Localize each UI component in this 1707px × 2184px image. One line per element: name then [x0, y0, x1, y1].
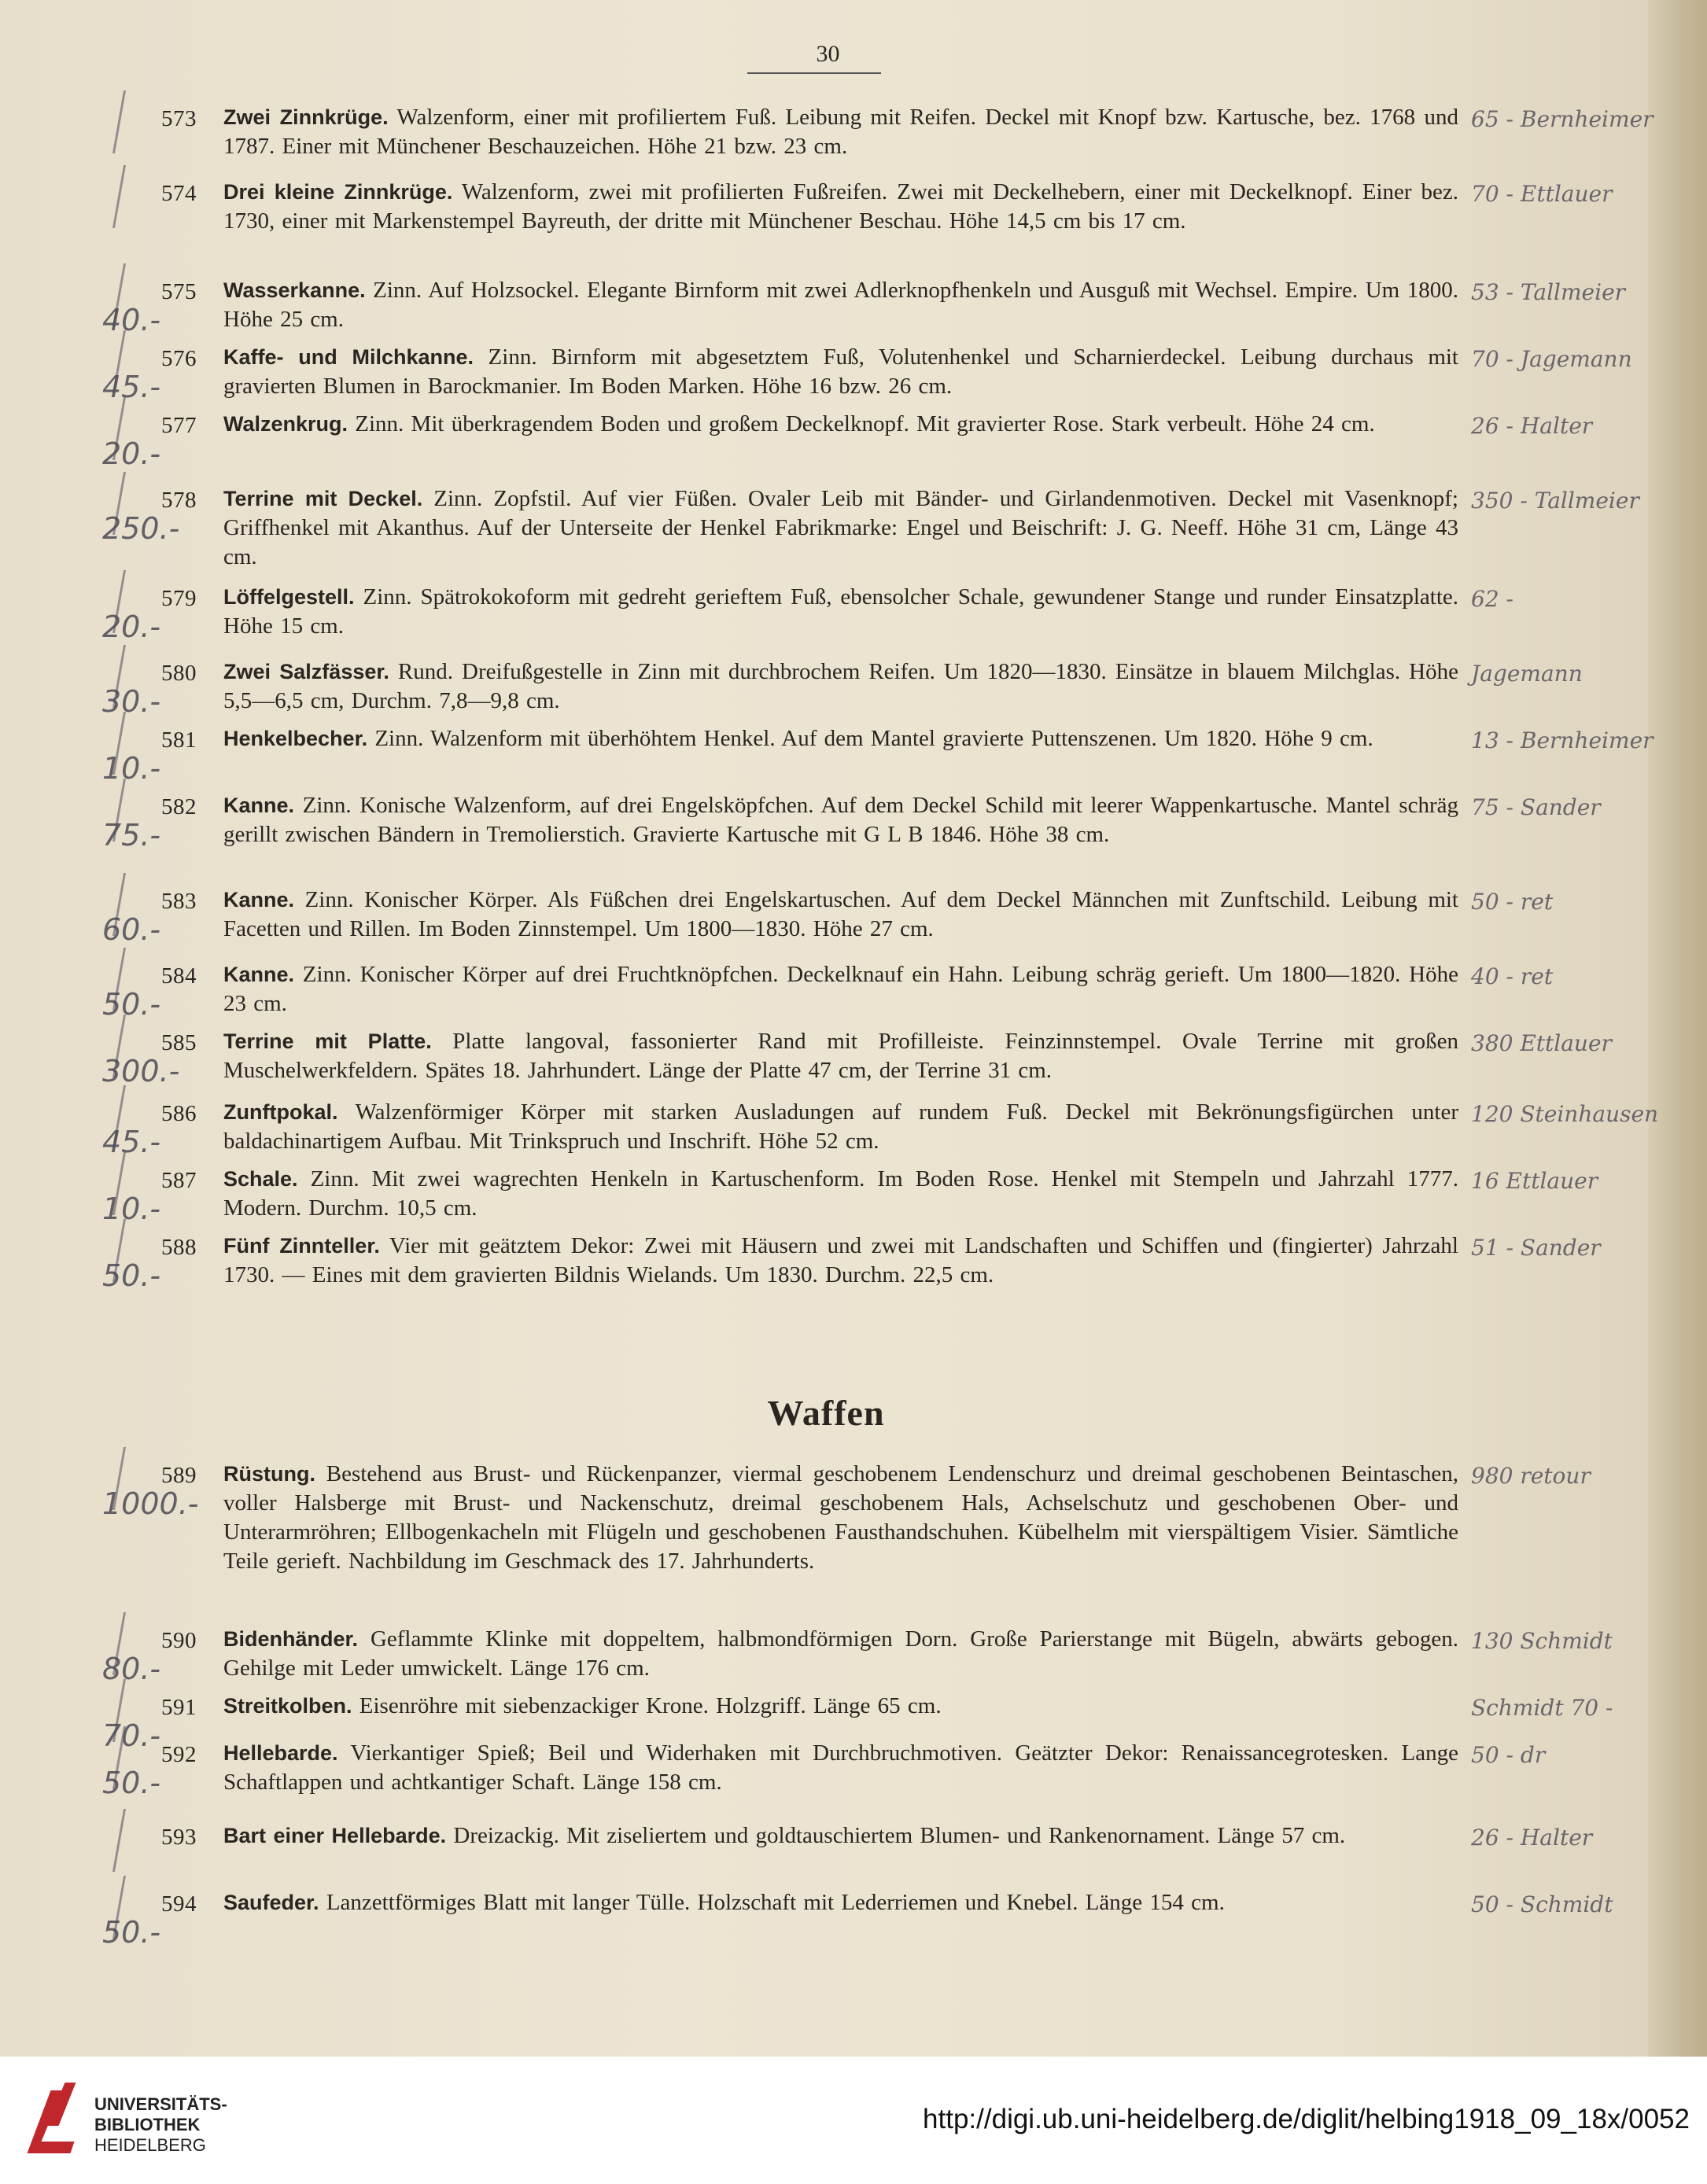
lot-number: 593 — [161, 1825, 197, 1850]
lot-title: Bidenhänder. — [223, 1627, 359, 1651]
lot-text: Zinn. Auf Holzsockel. Elegante Birnform mit zwei Adlerknopfhenkeln und Ausguß mit Wechsel. Empire. Um 1800. Höhe 25 cm. — [223, 278, 1458, 332]
handwritten-price: 50.- — [102, 987, 161, 1022]
lot-number: 582 — [161, 794, 197, 819]
lot-number: 586 — [161, 1101, 197, 1126]
lot-number: 576 — [161, 346, 197, 371]
lot-number: 592 — [161, 1742, 197, 1767]
lot-description — [223, 1165, 1458, 1223]
lot-description — [223, 484, 1458, 572]
library-name-line1: UNIVERSITÄTS- — [94, 2094, 227, 2114]
lot-number: 584 — [161, 963, 197, 989]
lot-description — [223, 1739, 1458, 1797]
lot-description — [223, 1888, 1458, 1917]
handwritten-buyer: 50 - ret — [1471, 889, 1554, 915]
lot-title: Zwei Zinnkrüge. — [223, 105, 389, 129]
handwritten-buyer: 130 Schmidt — [1471, 1628, 1613, 1654]
handwritten-price: 60.- — [102, 912, 161, 947]
handwritten-buyer: 980 retour — [1471, 1463, 1591, 1489]
lot-description — [223, 276, 1458, 334]
handwritten-price: 50.- — [102, 1258, 161, 1293]
lot-number: 574 — [161, 181, 197, 206]
lot-text: Zinn. Mit zwei wagrechten Henkeln in Kartuschenform. Im Boden Rose. Henkel mit Stempeln und Jahrzahl 1777. Modern. Durchm. 10,5 cm. — [223, 1166, 1458, 1221]
handwritten-price: 1000.- — [102, 1486, 199, 1521]
lot-description — [223, 1625, 1458, 1683]
lot-description — [223, 1821, 1458, 1851]
handwritten-price: 20.- — [102, 436, 161, 471]
lot-title: Zwei Salzfässer. — [223, 660, 389, 683]
handwritten-buyer: 53 - Tallmeier — [1471, 279, 1626, 305]
lot-title: Terrine mit Deckel. — [223, 487, 423, 510]
source-url[interactable]: http://digi.ub.uni-heidelberg.de/diglit/helbing1918_09_18x/0052 — [923, 2104, 1690, 2134]
lot-number: 594 — [161, 1891, 197, 1917]
lot-title: Zunftpokal. — [223, 1100, 338, 1124]
lot-title: Schale. — [223, 1167, 298, 1191]
page-number-rule — [747, 72, 881, 74]
lot-title: Kaffe- und Milchkanne. — [223, 345, 474, 369]
lot-number: 589 — [161, 1463, 197, 1488]
lot-title: Hellebarde. — [223, 1741, 338, 1765]
handwritten-price: 20.- — [102, 610, 161, 644]
lot-number: 575 — [161, 279, 197, 304]
lot-description — [223, 583, 1458, 641]
handwritten-price: 75.- — [102, 818, 161, 853]
handwritten-price: 10.- — [102, 751, 161, 786]
lot-title: Walzenkrug. — [223, 412, 348, 436]
lot-number: 588 — [161, 1235, 197, 1260]
lot-text: Platte langoval, fassonierter Rand mit Profilleiste. Feinzinnstempel. Ovale Terrine mit großen Muschelwerkfeldern. Spätes 18. Jahrhundert. Länge der Platte 47 cm, der Terrine 31 cm. — [223, 1029, 1459, 1083]
handwritten-buyer: Schmidt 70 - — [1471, 1695, 1613, 1721]
lot-number: 578 — [161, 488, 197, 513]
lot-title: Henkelbecher. — [223, 727, 368, 750]
handwritten-price: 30.- — [102, 684, 161, 719]
lot-title: Streitkolben. — [223, 1694, 352, 1718]
lot-number: 580 — [161, 661, 197, 686]
lot-text: Zinn. Walzenform mit überhöhtem Henkel. Auf dem Mantel gravierte Puttenszenen. Um 1820. Höhe 9 cm. — [367, 726, 1373, 751]
lot-number: 573 — [161, 106, 197, 131]
lot-text: Zinn. Birnform mit abgesetztem Fuß, Volutenhenkel und Scharnierdeckel. Leibung durchaus mit gravierten Blumen in Barockmanier. Im Boden Marken. Höhe 16 bzw. 26 cm. — [223, 344, 1458, 399]
lot-description — [223, 724, 1458, 753]
lot-title: Kanne. — [223, 794, 295, 817]
handwritten-price: 45.- — [102, 1125, 161, 1159]
handwritten-buyer: 26 - Halter — [1471, 413, 1593, 439]
lot-text: Zinn. Konischer Körper. Als Füßchen drei Engelskartuschen. Auf dem Deckel Männchen mit Zunftschild. Leibung mit Facetten und Rillen. Im Boden Zinnstempel. Um 1800—1830. Höhe 27 cm. — [223, 887, 1458, 941]
lot-text: Walzenform, zwei mit profilierten Fußreifen. Zwei mit Deckelhebern, einer mit Deckelknopf. Einer bez. 1730, einer mit Markenstempel Bayreuth, der dritte mit Münchener Beschau. Höhe 14,5 cm bis 17 cm. — [223, 179, 1459, 234]
lot-number: 585 — [161, 1030, 197, 1055]
lot-number: 583 — [161, 889, 197, 914]
lot-number: 581 — [161, 727, 197, 753]
library-name-line2: BIBLIOTHEK — [94, 2115, 201, 2134]
handwritten-price: 50.- — [102, 1766, 161, 1800]
handwritten-buyer: 65 - Bernheimer — [1471, 106, 1654, 132]
lot-title: Fünf Zinnteller. — [223, 1234, 380, 1258]
lot-text: Lanzettförmiges Blatt mit langer Tülle. Holzschaft mit Lederriemen und Knebel. Länge 154 cm. — [319, 1890, 1225, 1915]
lot-text: Bestehend aus Brust- und Rückenpanzer, viermal geschobenem Lendenschurz und dreimal geschobenen Beintaschen, voller Halsberge mit Brust- und Nackenschutz, dreimal geschobenem Hals, Achselschutz und geschobenen Ober- und Unterarmröhren; Ellbogenkacheln mit Flügeln und geschobenen Fausthandschuhen. Kübelhelm mit vierspältigem Visier. Sämtliche Teile gerieft. Nachbildung im Geschmack des 17. Jahrhunderts. — [223, 1461, 1458, 1574]
handwritten-buyer: 50 - Schmidt — [1471, 1891, 1613, 1917]
handwritten-price: 80.- — [102, 1652, 161, 1686]
handwritten-buyer: 16 Ettlauer — [1471, 1168, 1598, 1194]
handwritten-buyer: 350 - Tallmeier — [1471, 488, 1639, 514]
lot-text: Rund. Dreifußgestelle in Zinn mit durchbrochem Reifen. Um 1820—1830. Einsätze in blauem Milchglas. Höhe 5,5—6,5 cm, Durchm. 7,8—9,8 cm. — [223, 659, 1458, 713]
lot-description — [223, 886, 1458, 944]
library-name-line3: HEIDELBERG — [94, 2135, 206, 2155]
lot-description — [223, 410, 1458, 439]
handwritten-buyer: Jagemann — [1471, 661, 1583, 687]
lot-description — [223, 791, 1458, 849]
lot-description — [223, 1027, 1458, 1085]
handwritten-price: 50.- — [102, 1915, 161, 1950]
lot-number: 590 — [161, 1628, 197, 1653]
handwritten-buyer: 40 - ret — [1471, 963, 1554, 989]
lot-description — [223, 1098, 1458, 1156]
handwritten-price: 10.- — [102, 1191, 161, 1226]
lot-text: Geflammte Klinke mit doppeltem, halbmondförmigen Dorn. Große Parierstange mit Bügeln, abwärts gebogen. Gehilge mit Leder umwickelt. Länge 176 cm. — [223, 1626, 1458, 1681]
page-edge — [1648, 0, 1707, 2057]
lot-text: Vierkantiger Spieß; Beil und Widerhaken mit Durchbruchmotiven. Geätzter Dekor: Renaissancegrotesken. Lange Schaftlappen und achtkantiger Schaft. Länge 158 cm. — [223, 1740, 1458, 1795]
lot-number: 587 — [161, 1168, 197, 1193]
handwritten-buyer: 380 Ettlauer — [1471, 1030, 1612, 1056]
lot-title: Kanne. — [223, 888, 295, 912]
handwritten-price: 300.- — [102, 1054, 180, 1088]
lot-text: Zinn. Konische Walzenform, auf drei Engelsköpfchen. Auf dem Deckel Schild mit leerer Wappenkartusche. Mantel schräg gerillt zwischen Bändern in Tremolierstich. Gravierte Kartusche mit G L B 1846. Höhe 38 cm. — [223, 793, 1458, 847]
handwritten-buyer: 50 - dr — [1471, 1742, 1546, 1768]
handwritten-price: 70.- — [102, 1718, 161, 1753]
page-number: 30 — [816, 41, 840, 67]
lot-text: Zinn. Mit überkragendem Boden und großem Deckelknopf. Mit gravierter Rose. Stark verbeult. Höhe 24 cm. — [348, 411, 1375, 436]
section-title: Waffen — [767, 1393, 885, 1433]
handwritten-buyer: 13 - Bernheimer — [1471, 727, 1654, 753]
handwritten-price: 40.- — [102, 303, 161, 337]
library-name — [94, 2094, 227, 2156]
library-logo-icon — [17, 2079, 100, 2165]
lot-title: Bart einer Hellebarde. — [223, 1824, 447, 1847]
lot-text: Walzenform, einer mit profiliertem Fuß. Leibung mit Reifen. Deckel mit Knopf bzw. Kartusche, bez. 1768 und 1787. Einer mit Münchener Beschauzeichen. Höhe 21 bzw. 23 cm. — [223, 105, 1458, 159]
lot-title: Löffelgestell. — [223, 585, 355, 609]
handwritten-buyer: 62 - — [1471, 586, 1513, 612]
footer — [0, 2057, 1707, 2184]
lot-title: Kanne. — [223, 963, 295, 986]
lot-text: Eisenröhre mit siebenzackiger Krone. Holzgriff. Länge 65 cm. — [352, 1693, 942, 1718]
handwritten-buyer: 70 - Ettlauer — [1471, 181, 1613, 207]
lot-text: Zinn. Zopfstil. Auf vier Füßen. Ovaler Leib mit Bänder- und Girlandenmotiven. Deckel mit Vasenknopf; Griffhenkel mit Akanthus. Auf der Unterseite der Henkel Fabrikmarke: Engel und Beischrift: J. G. Neeff. Höhe 31 cm, Länge 43 cm. — [223, 486, 1458, 569]
handwritten-buyer: 120 Steinhausen — [1471, 1101, 1659, 1127]
lot-title: Drei kleine Zinnkrüge. — [223, 180, 453, 204]
handwritten-buyer: 51 - Sander — [1471, 1235, 1601, 1261]
lot-description — [223, 1460, 1458, 1576]
lot-description — [223, 178, 1458, 236]
lot-number: 579 — [161, 586, 197, 611]
handwritten-price: 250.- — [102, 511, 180, 546]
lot-text: Zinn. Spätrokokoform mit gedreht gerieftem Fuß, ebensolcher Schale, gewundener Stange und runder Einsatzplatte. Höhe 15 cm. — [223, 584, 1458, 639]
handwritten-buyer: 26 - Halter — [1471, 1825, 1593, 1851]
lot-description — [223, 343, 1458, 401]
lot-title: Wasserkanne. — [223, 278, 366, 302]
lot-description — [223, 657, 1458, 716]
lot-title: Rüstung. — [223, 1462, 315, 1486]
handwritten-price: 45.- — [102, 370, 161, 404]
lot-number: 577 — [161, 413, 197, 438]
lot-title: Terrine mit Platte. — [223, 1029, 432, 1053]
handwritten-buyer: 70 - Jagemann — [1471, 346, 1632, 372]
lot-text: Zinn. Konischer Körper auf drei Fruchtknöpfchen. Deckelknauf ein Hahn. Leibung schräg gerieft. Um 1800—1820. Höhe 23 cm. — [223, 962, 1458, 1016]
lot-description — [223, 103, 1458, 161]
lot-title: Saufeder. — [223, 1891, 319, 1914]
lot-text: Dreizackig. Mit ziseliertem und goldtauschiertem Blumen- und Rankenornament. Länge 57 cm. — [446, 1823, 1346, 1848]
handwritten-buyer: 75 - Sander — [1471, 794, 1601, 820]
lot-text: Vier mit geätztem Dekor: Zwei mit Häusern und zwei mit Landschaften und Schiffen und (fingierter) Jahrzahl 1730. — Eines mit dem gravierten Bildnis Wielands. Um 1830. Durchm. 22,5 cm. — [223, 1233, 1458, 1287]
lot-number: 591 — [161, 1695, 197, 1720]
lot-description — [223, 960, 1458, 1018]
lot-description — [223, 1232, 1458, 1290]
lot-text: Walzenförmiger Körper mit starken Ausladungen auf rundem Fuß. Deckel mit Bekrönungsfigürchen unter baldachinartigem Aufbau. Mit Trinkspruch und Inschrift. Höhe 52 cm. — [223, 1099, 1458, 1154]
lot-description — [223, 1692, 1458, 1721]
